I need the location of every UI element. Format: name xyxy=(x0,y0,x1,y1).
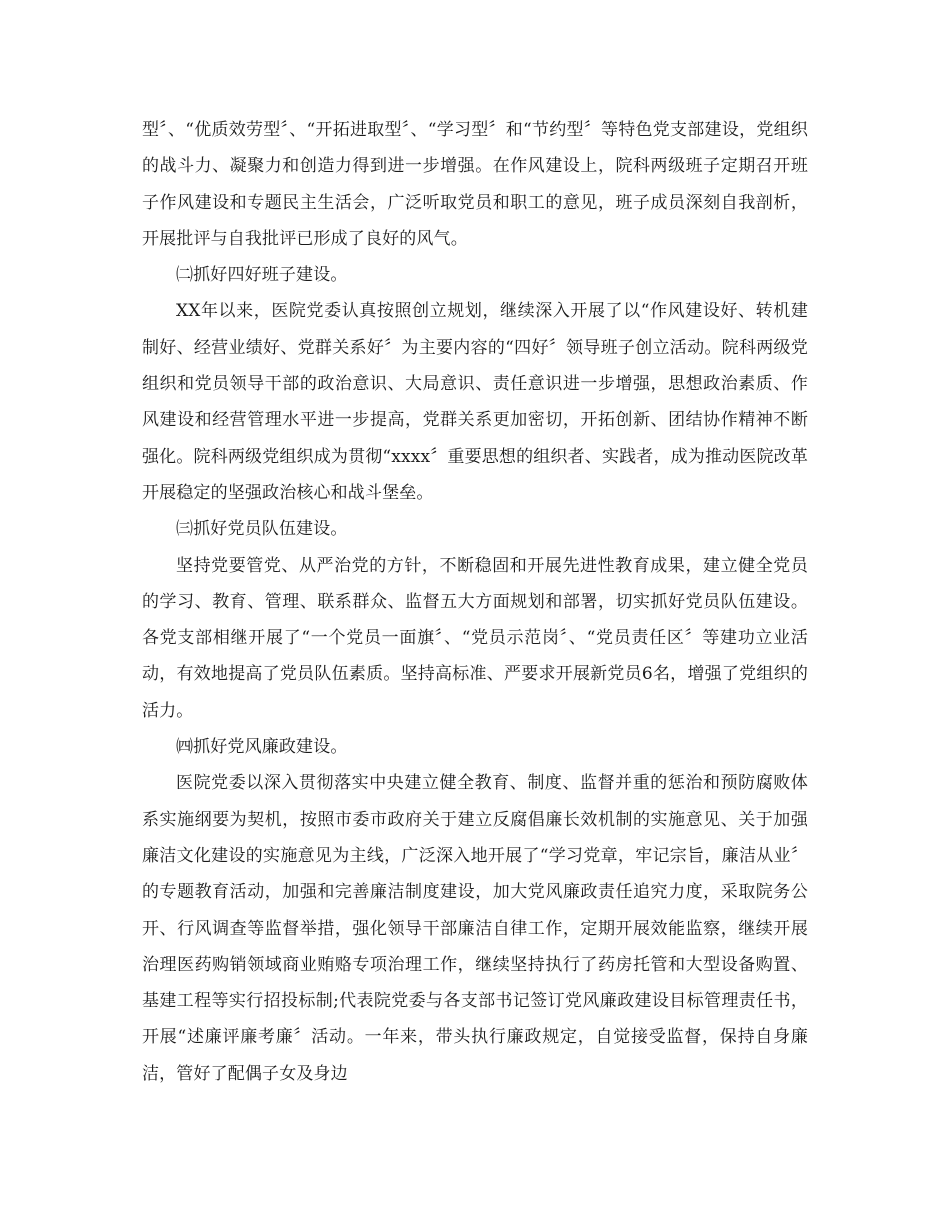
paragraph-party-member-team: 坚持党要管党、从严治党的方针，不断稳固和开展先进性教育成果，建立健全党员的学习、教育、管理、联系群众、监督五大方面规划和部署，切实抓好党员队伍建设。各党支部相继开展了“一个党员一面旗〞、“党员示范岗〞、“党员责任区〞等建功立业活动，有效地提高了党员队伍素质。坚持高标准、严要求开展新党员6名，增强了党组织的活力。 xyxy=(142,555,808,721)
heading-clean-governance: ㈣抓好党风廉政建设。 xyxy=(176,737,348,758)
document-body xyxy=(142,112,808,1092)
paragraph-four-good-leadership: XX年以来，医院党委认真按照创立规划，继续深入开展了以“作风建设好、转机建制好、经营业绩好、党群关系好〞为主要内容的“四好〞领导班子创立活动。院科两级党组织和党员领导干部的政治意识、大局意识、责任意识进一步增强，思想政治素质、作风建设和经营管理水平进一步提高，党群关系更加密切，开拓创新、团结协作精神不断强化。院科两级党组织成为贯彻“xxxx〞重要思想的组织者、实践者，成为推动医院改革开展稳定的坚强政治核心和战斗堡垒。 xyxy=(142,301,808,503)
paragraph-clean-governance: 医院党委以深入贯彻落实中央建立健全教育、制度、监督并重的惩治和预防腐败体系实施纲要为契机，按照市委市政府关于建立反腐倡廉长效机制的实施意见、关于加强廉洁文化建设的实施意见为主线，广泛深入地开展了“学习党章，牢记宗旨，廉洁从业〞的专题教育活动，加强和完善廉洁制度建设，加大党风廉政责任追究力度，采取院务公开、行风调查等监督举措，强化领导干部廉洁自律工作，定期开展效能监察，继续开展治理医药购销领域商业贿赂专项治理工作，继续坚持执行了药房托管和大型设备购置、基建工程等实行招投标制;代表院党委与各支部书记签订党风廉政建设目标管理责任书，开展“述廉评廉考廉〞活动。一年来，带头执行廉政规定，自觉接受监督，保持自身廉洁，管好了配偶子女及身边 xyxy=(142,773,808,1084)
paragraph-party-branch-building: 型〞、“优质效劳型〞、“开拓进取型〞、“学习型〞和“节约型〞等特色党支部建设，党组织的战斗力、凝聚力和创造力得到进一步增强。在作风建设上，院科两级班子定期召开班子作风建设和专题民主生活会，广泛听取党员和职工的意见，班子成员深刻自我剖析，开展批评与自我批评已形成了良好的风气。 xyxy=(142,120,808,249)
heading-party-member-team: ㈢抓好党员队伍建设。 xyxy=(176,519,348,540)
heading-four-good-leadership: ㈡抓好四好班子建设。 xyxy=(176,265,348,286)
